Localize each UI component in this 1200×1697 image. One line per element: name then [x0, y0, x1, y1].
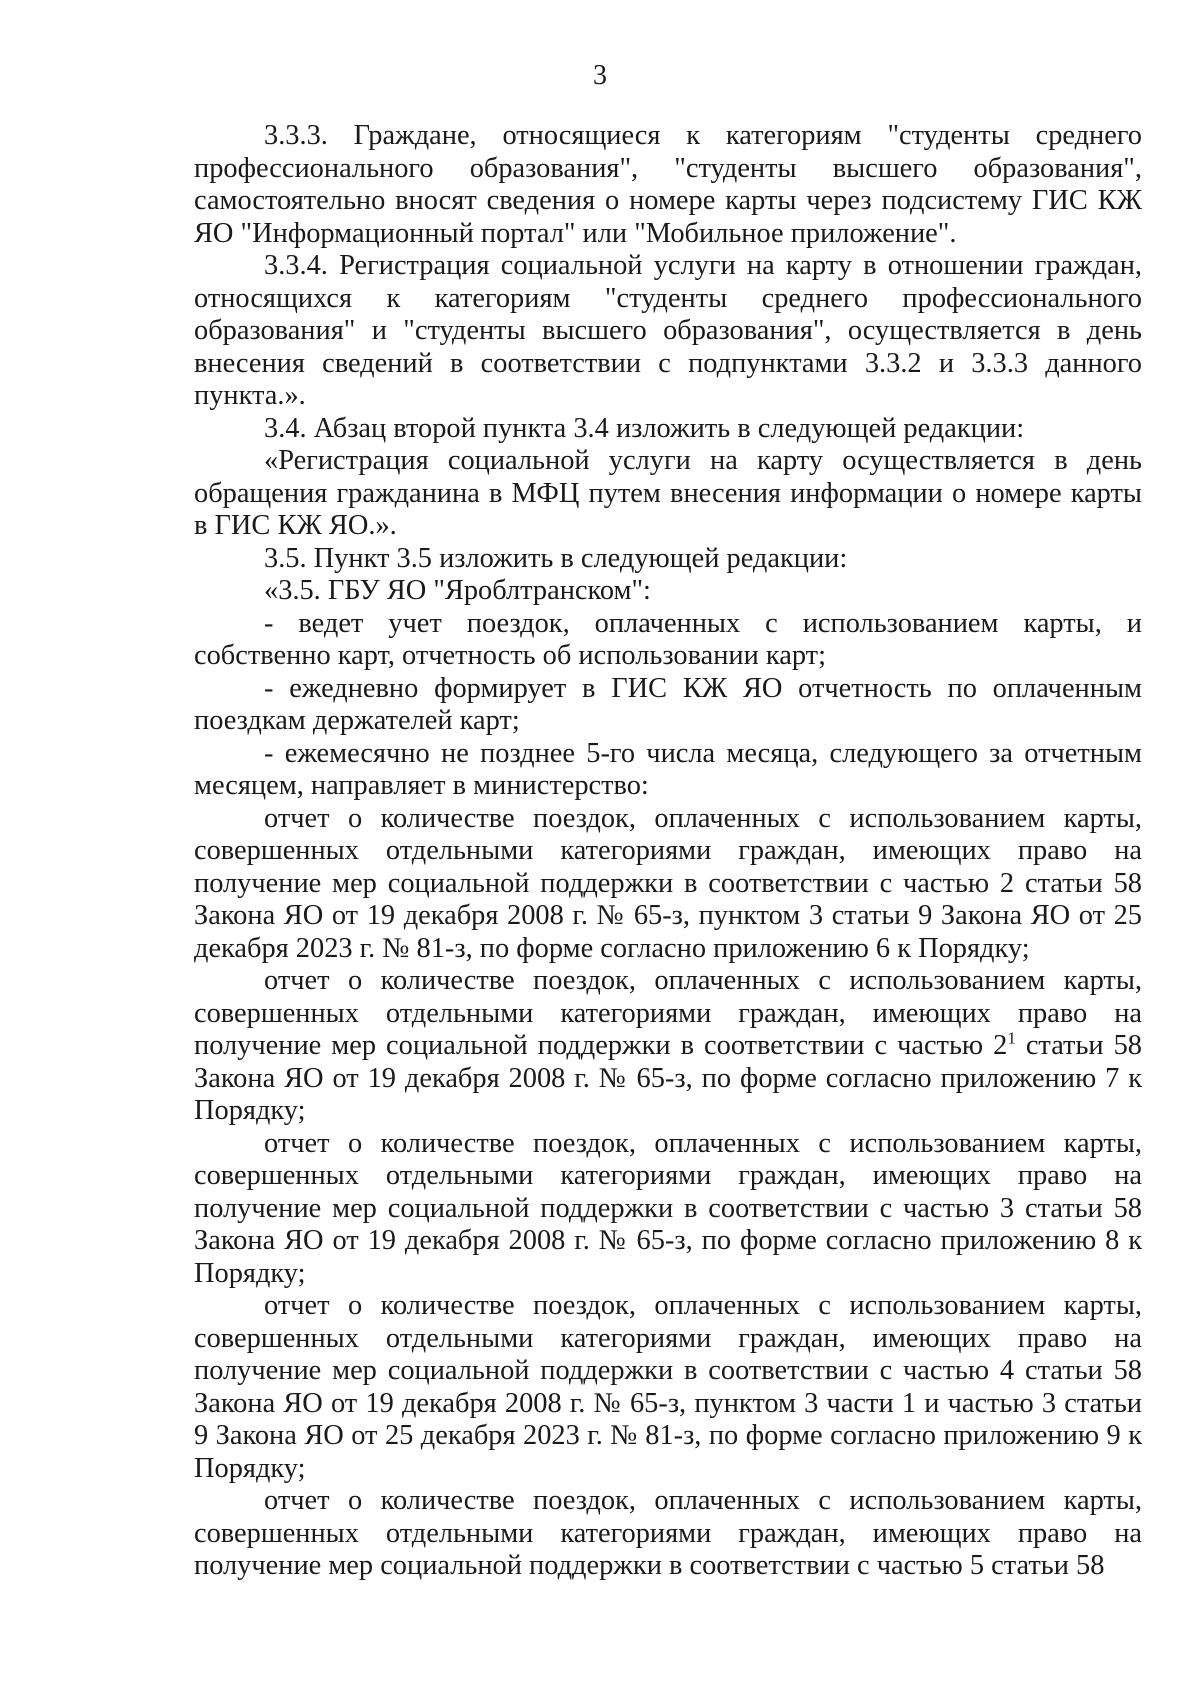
paragraph-3-3-3: 3.3.3. Граждане, относящиеся к категориям "студенты среднего профессионального образования", "студенты высшего образования", самостоятельно вносят сведения о номере карты через подсистему ГИС КЖ ЯО "Информационный портал" или "Мобильное приложение".	[194, 120, 1142, 249]
paragraph-dash-1: - ведет учет поездок, оплаченных с использованием карты, и собственно карт, отчетность об использовании карт;	[194, 607, 1142, 671]
paragraph-report-1: отчет о количестве поездок, оплаченных с использованием карты, совершенных отдельными категориями граждан, имеющих право на получение мер социальной поддержки в соответствии с частью 2 статьи 58 Закона ЯО от 19 декабря 2008 г. № 65-з, пунктом 3 статьи 9 Закона ЯО от 25 декабря 2023 г. № 81-з, по форме согласно приложению 6 к Порядку;	[194, 802, 1142, 964]
paragraph-dash-2: - ежедневно формирует в ГИС КЖ ЯО отчетность по оплаченным поездкам держателей карт;	[194, 672, 1142, 736]
page-number: 3	[593, 60, 607, 91]
paragraph-report-4: отчет о количестве поездок, оплаченных с использованием карты, совершенных отдельными категориями граждан, имеющих право на получение мер социальной поддержки в соответствии с частью 4 статьи 58 Закона ЯО от 19 декабря 2008 г. № 65-з, пунктом 3 части 1 и частью 3 статьи 9 Закона ЯО от 25 декабря 2023 г. № 81-з, по форме согласно приложению 9 к Порядку;	[194, 1290, 1142, 1484]
paragraph-3-5-quote: «3.5. ГБУ ЯО "Яроблтранском":	[264, 575, 651, 606]
paragraph-report-3: отчет о количестве поездок, оплаченных с использованием карты, совершенных отдельными категориями граждан, имеющих право на получение мер социальной поддержки в соответствии с частью 3 статьи 58 Закона ЯО от 19 декабря 2008 г. № 65-з, по форме согласно приложению 8 к Порядку;	[194, 1127, 1142, 1289]
report-2-text-before: отчет о количестве поездок, оплаченных с использованием карты, совершенных отдельными категориями граждан, имеющих право на получение мер социальной поддержки в соответствии с частью 2	[194, 965, 1142, 1061]
paragraph-report-2	[194, 965, 1142, 1128]
document-body	[194, 120, 1142, 1583]
paragraph-3-4-quote: «Регистрация социальной услуги на карту осуществляется в день обращения гражданина в МФЦ путем внесения информации о номере карты в ГИС КЖ ЯО.».	[194, 445, 1142, 541]
paragraph-3-3-4: 3.3.4. Регистрация социальной услуги на карту в отношении граждан, относящихся к категориям "студенты среднего профессионального образования" и "студенты высшего образования", осуществляется в день внесения сведений в соответствии с подпунктами 3.3.2 и 3.3.3 данного пункта.».	[194, 250, 1142, 411]
paragraph-3-5: 3.5. Пункт 3.5 изложить в следующей редакции:	[264, 542, 848, 574]
report-2-superscript: 1	[1007, 1028, 1016, 1048]
paragraph-3-4: 3.4. Абзац второй пункта 3.4 изложить в следующей редакции:	[264, 412, 1025, 444]
paragraph-report-5: отчет о количестве поездок, оплаченных с использованием карты, совершенных отдельными категориями граждан, имеющих право на получение мер социальной поддержки в соответствии с частью 5 статьи 58	[194, 1485, 1142, 1581]
report-2-text-after: статьи 58 Закона ЯО от 19 декабря 2008 г. № 65-з, по форме согласно приложению 7 к Порядку;	[194, 1030, 1143, 1126]
paragraph-dash-3: - ежемесячно не позднее 5-го числа месяца, следующего за отчетным месяцем, направляет в министерство:	[194, 737, 1142, 801]
